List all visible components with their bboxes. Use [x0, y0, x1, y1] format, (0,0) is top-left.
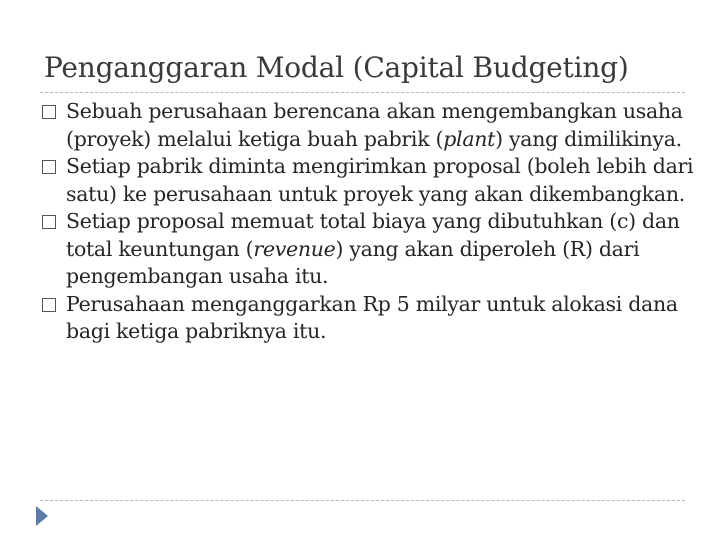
footer-divider — [40, 500, 685, 501]
square-bullet-icon — [42, 215, 56, 229]
bullet-text-part: Setiap proposal memuat total biaya yang dibutuhkan (c) dan total keuntungan ( — [66, 209, 680, 261]
bullet-item — [38, 153, 698, 208]
bullet-text-part: ) yang akan diperoleh (R) dari pengembangan usaha itu. — [66, 236, 640, 288]
bullet-text-part: Sebuah perusahaan berencana akan mengembangkan usaha (proyek) melalui ketiga buah pabrik ( — [66, 99, 683, 151]
triangle-right-icon — [36, 506, 48, 526]
bullet-list — [38, 98, 698, 346]
bullet-item — [38, 291, 698, 346]
square-bullet-icon — [42, 105, 56, 119]
bullet-text-part: Setiap pabrik diminta mengirimkan proposal (boleh lebih dari satu) ke perusahaan untuk proyek yang akan dikembangkan. — [66, 154, 694, 206]
bullet-italic-term: revenue — [253, 236, 336, 261]
bullet-item — [38, 208, 698, 291]
title-divider — [40, 92, 685, 93]
slide-title: Penganggaran Modal (Capital Budgeting) — [44, 51, 629, 84]
bullet-text-part: Perusahaan menganggarkan Rp 5 milyar untuk alokasi dana bagi ketiga pabriknya itu. — [66, 291, 678, 343]
square-bullet-icon — [42, 298, 56, 312]
bullet-item — [38, 98, 698, 153]
bullet-text-part: ) yang dimilikinya. — [495, 126, 682, 151]
square-bullet-icon — [42, 160, 56, 174]
bullet-italic-term: plant — [443, 126, 496, 151]
